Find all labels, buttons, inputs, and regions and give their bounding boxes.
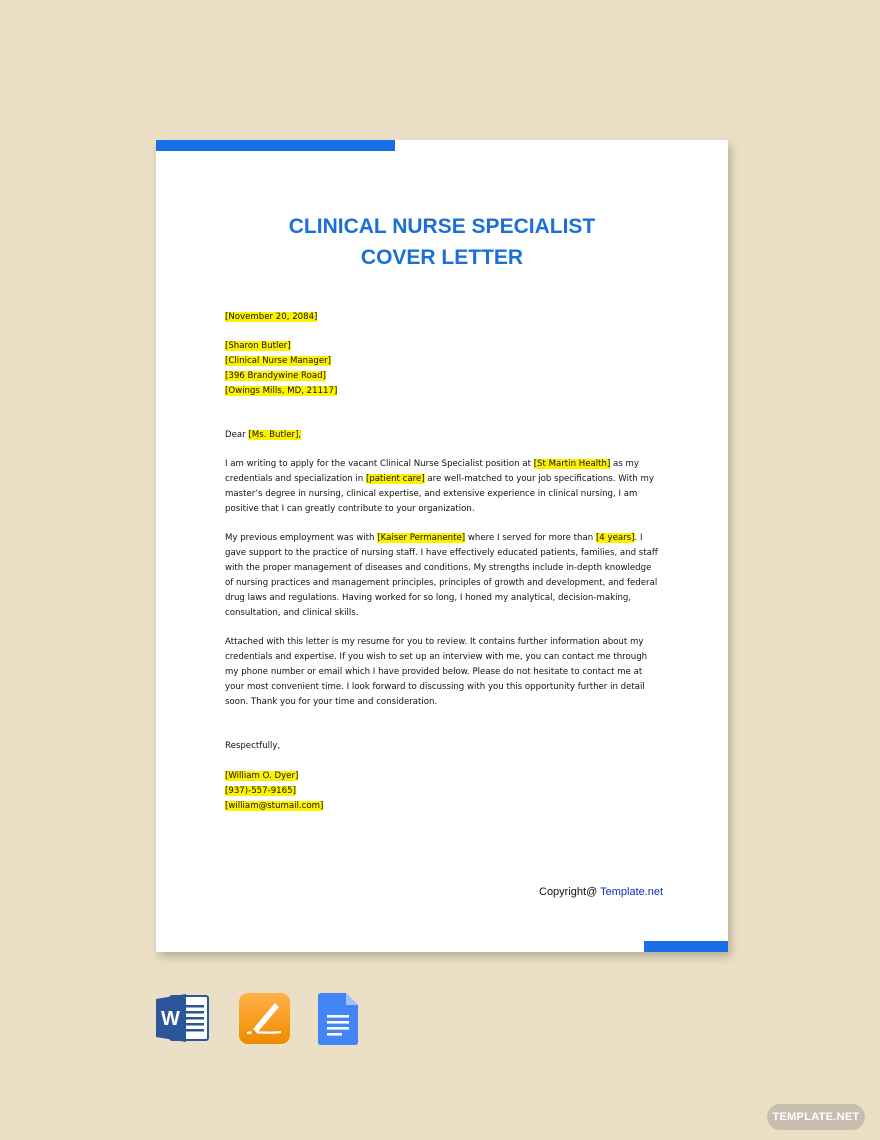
salutation-name: [Ms. Butler], xyxy=(248,430,302,440)
title-line-2: COVER LETTER xyxy=(360,246,524,269)
p2-line-5: drug laws and regulations. Having worked for so long, I honed my analytical, decision-making, xyxy=(225,593,632,603)
recipient-city: [Owings Mills, MD, 21117] xyxy=(225,386,338,396)
document-page xyxy=(156,140,728,952)
p3-line-1: Attached with this letter is my resume for you to review. It contains further information about my xyxy=(225,637,644,647)
previous-employer: [Kaiser Permanente] xyxy=(377,533,466,543)
sender-details xyxy=(225,769,323,814)
sender-name: [William O. Dyer] xyxy=(225,771,299,781)
salutation-prefix: Dear xyxy=(225,430,249,440)
p3-line-3: my phone number or email which I have provided below. Please do not hesitate to contact me at xyxy=(225,667,643,677)
years-served: [4 years] xyxy=(595,533,635,543)
p1-text: credentials and specialization in xyxy=(225,474,366,484)
p2-line-2: gave support to the practice of nursing staff. I have effectively educated patients, families, and staff xyxy=(225,548,658,558)
p3-line-4: your most convenient time. I look forward to discussing with you this opportunity further in detail xyxy=(225,682,645,692)
copyright-prefix: Copyright@ xyxy=(539,886,601,898)
p3-line-5: soon. Thank you for your time and consideration. xyxy=(225,697,438,707)
svg-text:W: W xyxy=(161,1008,180,1030)
pages-icon[interactable] xyxy=(239,993,290,1049)
document-title xyxy=(156,211,728,273)
sender-email: [william@stumail.com] xyxy=(225,801,324,811)
closing: Respectfully, xyxy=(225,741,281,751)
p1-line-3: master’s degree in nursing, clinical expertise, and extensive experience in clinical nursing, I am xyxy=(225,489,638,499)
p2-line-4: of nursing practices and management principles, principles of growth and development, and federal xyxy=(225,578,658,588)
p1-text: are well-matched to your job specifications. With my xyxy=(424,474,654,484)
paragraph-1 xyxy=(225,457,665,517)
p2-line-6: consultation, and clinical skills. xyxy=(225,608,359,618)
company-name: [St Martin Health] xyxy=(533,459,611,469)
title-line-1: CLINICAL NURSE SPECIALIST xyxy=(288,215,596,238)
paragraph-2 xyxy=(225,531,665,621)
p2-line-3: with the proper management of diseases and conditions. My strengths include in-depth knowledge xyxy=(225,563,652,573)
p1-text: as my xyxy=(610,459,639,469)
template-net-watermark: TEMPLATE.NET xyxy=(767,1104,865,1130)
sender-phone: [937)-557-9165] xyxy=(225,786,296,796)
p2-text: where I served for more than xyxy=(465,533,596,543)
copyright-notice xyxy=(539,886,663,898)
p3-line-2: credentials and expertise. If you wish to set up an interview with me, you can contact me through xyxy=(225,652,648,662)
paragraph-3 xyxy=(225,635,665,710)
bottom-accent-bar xyxy=(644,941,728,952)
p1-text: I am writing to apply for the vacant Clinical Nurse Specialist position at xyxy=(225,459,534,469)
salutation xyxy=(225,428,301,443)
recipient-street: [396 Brandywine Road] xyxy=(225,371,326,381)
recipient-address xyxy=(225,339,337,399)
p2-text: . I xyxy=(634,533,643,543)
specialization: [patient care] xyxy=(365,474,425,484)
template-link[interactable]: Template.net xyxy=(600,886,664,898)
p2-text: My previous employment was with xyxy=(225,533,378,543)
word-icon[interactable] xyxy=(156,993,210,1048)
letter-date: [November 20, 2084] xyxy=(225,312,318,322)
google-docs-icon[interactable] xyxy=(318,993,358,1050)
recipient-name: [Sharon Butler] xyxy=(225,341,291,351)
top-accent-bar xyxy=(156,140,395,151)
recipient-position: [Clinical Nurse Manager] xyxy=(225,356,331,366)
p1-line-4: positive that I can greatly contribute to your organization. xyxy=(225,504,475,514)
